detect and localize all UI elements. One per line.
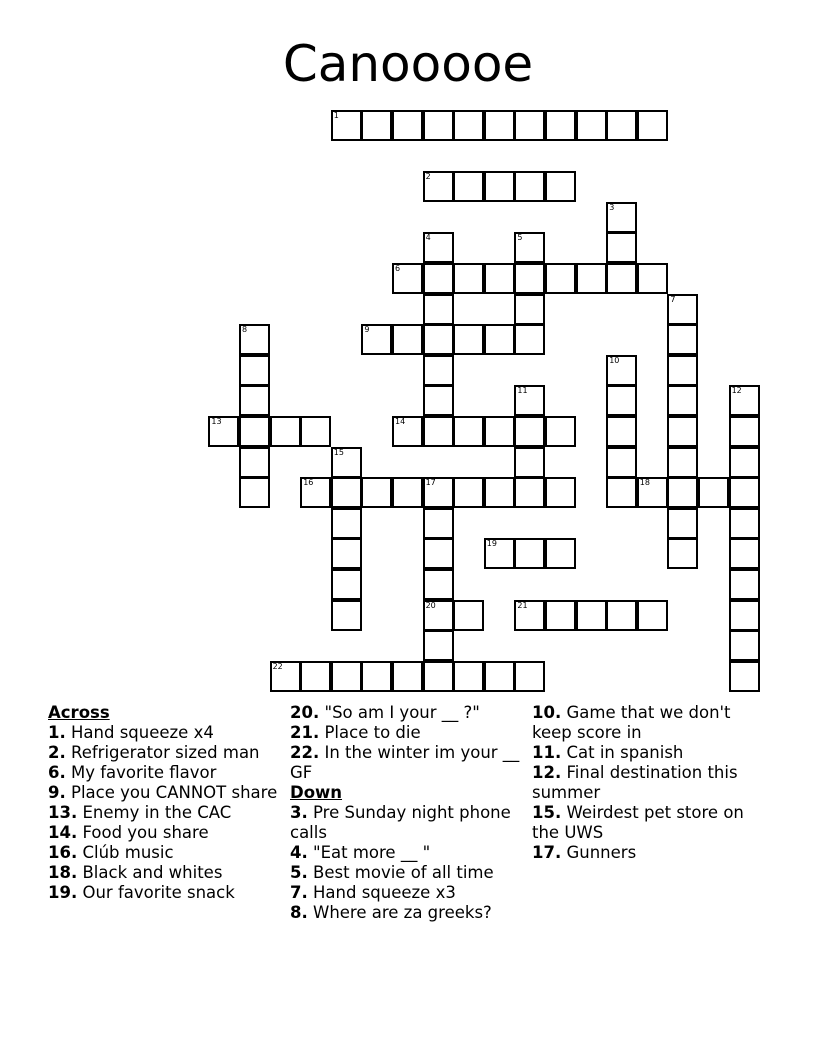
clue-text: Gunners [566,843,637,862]
clue-number: 6. [48,763,66,782]
grid-cell[interactable] [331,569,362,600]
down-clue-list [290,803,524,923]
grid-cell[interactable] [545,416,576,447]
grid-cell[interactable] [239,477,270,508]
grid-cell[interactable] [484,110,515,141]
clues-column-3 [532,703,772,863]
grid-cell[interactable] [484,538,515,569]
grid-cell[interactable] [331,661,362,692]
grid-cell[interactable] [545,538,576,569]
grid-cell[interactable] [667,385,698,416]
grid-cell[interactable] [606,447,637,478]
grid-cell[interactable] [453,263,484,294]
grid-cell[interactable] [667,447,698,478]
cell-number: 14 [395,417,406,426]
grid-cell[interactable] [484,661,515,692]
down-clue-list-continued [532,703,772,863]
grid-cell[interactable] [239,447,270,478]
grid-cell[interactable] [698,477,729,508]
grid-cell[interactable] [729,661,760,692]
clue-text: Place you CANNOT share [71,783,278,802]
grid-cell[interactable] [392,416,423,447]
grid-cell[interactable] [606,232,637,263]
grid-cell[interactable] [667,538,698,569]
grid-cell[interactable] [729,600,760,631]
grid-cell[interactable] [484,324,515,355]
grid-cell[interactable] [423,263,454,294]
grid-cell[interactable] [392,324,423,355]
grid-cell[interactable] [392,661,423,692]
cell-number: 10 [609,355,620,365]
grid-cell[interactable] [423,508,454,539]
clue-item [48,883,280,903]
cell-number: 12 [731,386,742,396]
cell-number: 11 [517,386,528,396]
clue-item [532,743,772,763]
clue-text: "Eat more __ " [313,843,431,862]
clue-text: My favorite flavor [71,763,217,782]
grid-cell[interactable] [423,569,454,600]
clue-number: 13. [48,803,78,822]
grid-cell[interactable] [423,110,454,141]
clue-item [290,903,524,923]
grid-cell[interactable] [545,110,576,141]
clue-item [290,843,524,863]
clue-text: Where are za greeks? [313,903,492,922]
clue-text: Food you share [82,823,209,842]
grid-cell[interactable] [484,171,515,202]
grid-cell[interactable] [606,355,637,386]
grid-cell[interactable] [729,447,760,478]
grid-cell[interactable] [576,110,607,141]
grid-cell[interactable] [453,477,484,508]
grid-cell[interactable] [514,416,545,447]
cell-number: 19 [486,539,497,549]
grid-cell[interactable] [331,447,362,478]
grid-cell[interactable] [545,600,576,631]
clue-text: Our favorite snack [82,883,235,902]
down-heading: Down [290,783,343,802]
grid-cell[interactable] [453,171,484,202]
grid-cell[interactable] [239,355,270,386]
grid-cell[interactable] [239,385,270,416]
clue-item [48,863,280,883]
grid-cell[interactable] [729,477,760,508]
grid-cell[interactable] [637,600,668,631]
grid-cell[interactable] [270,416,301,447]
clue-text: Final destination this summer [532,763,738,802]
grid-cell[interactable] [423,232,454,263]
clue-item [48,803,280,823]
grid-cell[interactable] [514,294,545,325]
grid-cell[interactable] [423,385,454,416]
clue-text: Hand squeeze x3 [313,883,456,902]
cell-number: 18 [639,478,650,488]
grid-cell[interactable] [637,110,668,141]
grid-cell[interactable] [667,508,698,539]
grid-cell[interactable] [545,171,576,202]
grid-cell[interactable] [453,600,484,631]
cell-number: 15 [333,447,344,457]
grid-cell[interactable] [606,110,637,141]
clue-text: Cat in spanish [566,743,684,762]
grid-cell[interactable] [392,263,423,294]
grid-cell[interactable] [514,232,545,263]
grid-cell[interactable] [300,477,331,508]
cell-number: 2 [425,172,431,182]
clues-column-2 [290,703,524,923]
grid-cell[interactable] [423,416,454,447]
grid-cell[interactable] [667,355,698,386]
grid-cell[interactable] [331,600,362,631]
clue-item [290,883,524,903]
grid-cell[interactable] [514,263,545,294]
grid-cell[interactable] [514,324,545,355]
across-heading: Across [48,703,110,722]
cell-number: 16 [303,478,314,488]
grid-cell[interactable] [331,538,362,569]
grid-cell[interactable] [576,263,607,294]
clue-number: 22. [290,743,320,762]
cell-number: 9 [364,325,370,335]
clue-number: 12. [532,763,562,782]
cell-number: 6 [395,264,401,273]
clue-number: 15. [532,803,562,822]
clue-item [290,863,524,883]
cell-number: 5 [517,233,523,243]
grid-cell[interactable] [606,202,637,233]
cell-number: 20 [425,600,436,610]
grid-cell[interactable] [331,110,362,141]
grid-cell[interactable] [729,630,760,661]
grid-cell[interactable] [361,324,392,355]
grid-cell[interactable] [453,110,484,141]
grid-cell[interactable] [606,385,637,416]
grid-cell[interactable] [300,661,331,692]
grid-cell[interactable] [484,416,515,447]
clue-text: Hand squeeze x4 [71,723,214,742]
clue-item [48,743,280,763]
grid-cell[interactable] [667,477,698,508]
grid-cell[interactable] [453,324,484,355]
grid-cell[interactable] [637,263,668,294]
grid-cell[interactable] [514,538,545,569]
grid-cell[interactable] [729,416,760,447]
clue-text: In the winter im your __ GF [290,743,520,782]
grid-cell[interactable] [606,416,637,447]
clue-text: Weirdest pet store on the UWS [532,803,744,842]
cell-number: 1 [333,111,339,120]
grid-cell[interactable] [729,569,760,600]
across-clue-list [48,723,280,903]
cell-number: 13 [211,417,222,426]
clue-item [532,763,772,803]
grid-cell[interactable] [545,263,576,294]
grid-cell[interactable] [331,477,362,508]
clue-number: 14. [48,823,78,842]
clue-text: Game that we don't keep score in [532,703,731,742]
grid-cell[interactable] [423,477,454,508]
clue-text: Place to die [324,723,421,742]
grid-cell[interactable] [545,477,576,508]
grid-cell[interactable] [270,661,301,692]
grid-cell[interactable] [208,416,239,447]
clue-number: 10. [532,703,562,722]
cell-number: 7 [670,294,676,304]
grid-cell[interactable] [423,661,454,692]
clue-item [48,763,280,783]
grid-cell[interactable] [423,538,454,569]
clue-text: Clúb music [82,843,174,862]
cell-number: 3 [609,202,615,212]
clue-item [532,843,772,863]
cell-number: 22 [272,661,283,671]
grid-cell[interactable] [514,110,545,141]
grid-cell[interactable] [423,324,454,355]
grid-cell[interactable] [667,416,698,447]
grid-cell[interactable] [606,600,637,631]
grid-cell[interactable] [392,477,423,508]
across-clue-list-continued [290,703,524,783]
clue-item [48,723,280,743]
grid-cell[interactable] [729,508,760,539]
clue-number: 16. [48,843,78,862]
clue-number: 9. [48,783,66,802]
grid-cell[interactable] [239,324,270,355]
clue-number: 21. [290,723,320,742]
clue-number: 8. [290,903,308,922]
grid-cell[interactable] [729,538,760,569]
grid-cell[interactable] [514,447,545,478]
clue-number: 18. [48,863,78,882]
grid-cell[interactable] [484,263,515,294]
grid-cell[interactable] [667,324,698,355]
grid-cell[interactable] [514,600,545,631]
clue-text: Best movie of all time [313,863,494,882]
clue-text: Pre Sunday night phone calls [290,803,511,842]
clue-item [290,743,524,783]
grid-cell[interactable] [606,263,637,294]
grid-cell[interactable] [361,661,392,692]
grid-cell[interactable] [392,110,423,141]
cell-number: 21 [517,600,528,610]
clue-number: 17. [532,843,562,862]
clue-number: 20. [290,703,320,722]
grid-cell[interactable] [484,477,515,508]
cell-number: 8 [242,325,248,335]
clue-text: Enemy in the CAC [82,803,232,822]
grid-cell[interactable] [423,600,454,631]
grid-cell[interactable] [361,477,392,508]
clue-number: 5. [290,863,308,882]
clue-item [532,703,772,743]
grid-cell[interactable] [423,630,454,661]
clue-number: 4. [290,843,308,862]
clue-text: Refrigerator sized man [71,743,260,762]
clue-item [290,723,524,743]
cell-number: 17 [425,478,436,488]
grid-cell[interactable] [576,600,607,631]
grid-cell[interactable] [606,477,637,508]
clue-item [48,783,280,803]
grid-cell[interactable] [514,385,545,416]
clue-item [290,803,524,843]
cell-number: 4 [425,233,431,243]
grid-cell[interactable] [423,171,454,202]
grid-cell[interactable] [453,661,484,692]
clue-item [48,843,280,863]
clue-item [290,703,524,723]
grid-cell[interactable] [453,416,484,447]
grid-cell[interactable] [637,477,668,508]
puzzle-title: Canooooe [282,35,534,93]
clue-number: 7. [290,883,308,902]
grid-cell[interactable] [300,416,331,447]
clue-text: Black and whites [82,863,223,882]
clue-number: 11. [532,743,562,762]
grid-cell[interactable] [239,416,270,447]
grid-cell[interactable] [514,171,545,202]
grid-cell[interactable] [514,661,545,692]
grid-cell[interactable] [423,294,454,325]
clue-number: 3. [290,803,308,822]
grid-cell[interactable] [361,110,392,141]
clue-number: 1. [48,723,66,742]
grid-cell[interactable] [423,355,454,386]
clue-item [48,823,280,843]
clue-number: 19. [48,883,78,902]
grid-cell[interactable] [729,385,760,416]
clue-item [532,803,772,843]
grid-cell[interactable] [331,508,362,539]
clues-column-1 [48,703,280,903]
grid-cell[interactable] [514,477,545,508]
clue-text: "So am I your __ ?" [324,703,480,722]
grid-cell[interactable] [667,294,698,325]
clue-number: 2. [48,743,66,762]
